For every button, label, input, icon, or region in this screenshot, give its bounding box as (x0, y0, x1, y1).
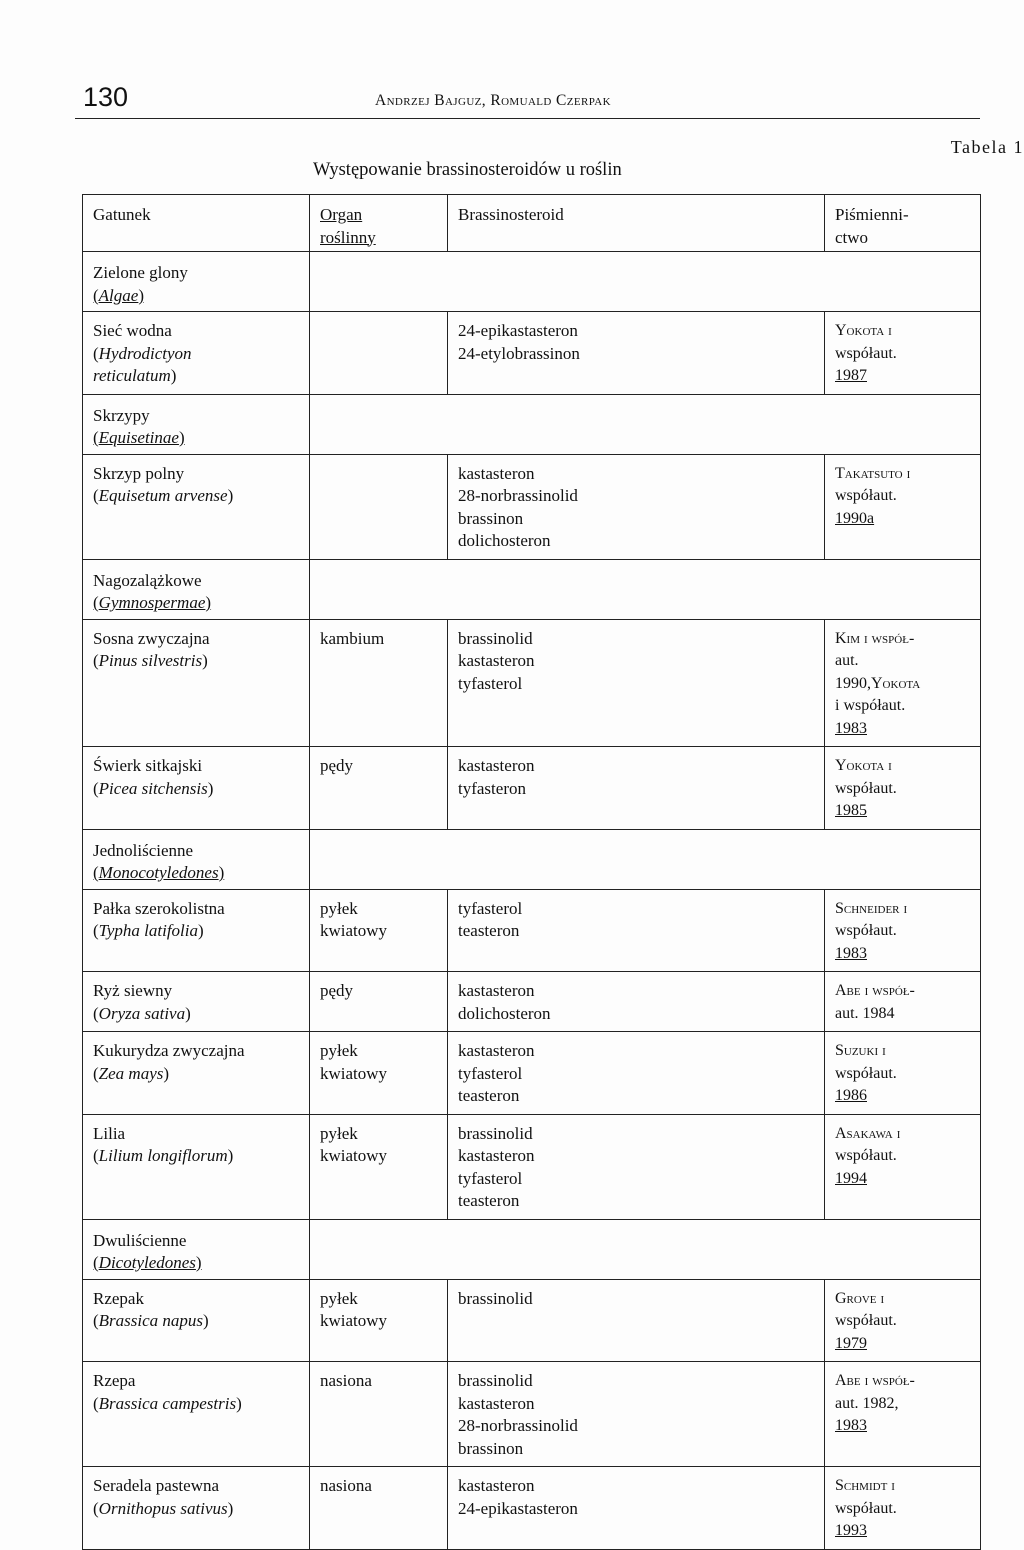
reference-line: i współaut. (835, 697, 906, 714)
species-name: Świerk sitkajski (93, 756, 203, 775)
group-empty-cell (310, 394, 981, 454)
compounds-cell (448, 747, 825, 830)
species-latin: Picea sitchensis (98, 778, 208, 798)
group-empty-cell (310, 1219, 981, 1279)
organ-cell (310, 1467, 448, 1550)
reference-line: Yokota i (835, 322, 892, 339)
reference-line: Abe i współ- (835, 982, 915, 999)
compound-name: 24-epikastasteron (458, 1498, 578, 1518)
table-row (83, 972, 981, 1032)
compound-name: kastasteron (458, 1041, 535, 1060)
group-name: Jednoliścienne (93, 840, 194, 860)
reference-line: 1985 (835, 802, 867, 819)
group-latin: (Gymnospermae) (93, 593, 212, 612)
table-row (83, 1279, 981, 1362)
compound-name: brassinon (458, 1438, 524, 1458)
group-name: Zielone glony (93, 263, 188, 282)
compound-name: brassinolid (458, 1371, 533, 1390)
species-cell: Ryż siewny (Oryza sativa) (83, 972, 310, 1032)
organ-line: nasiona (320, 1371, 372, 1390)
table-row (83, 619, 981, 747)
group-latin: (Dicotyledones) (93, 1253, 202, 1272)
reference-line: Schmidt i (835, 1477, 895, 1494)
table-body (83, 195, 981, 1550)
reference-cell (825, 1467, 981, 1550)
species-name: Ryż siewny (93, 981, 173, 1000)
reference-line: Yokota i (835, 757, 892, 774)
compound-name: kastasteron (458, 981, 535, 1000)
organ-cell (310, 1362, 448, 1467)
organ-cell (310, 972, 448, 1032)
species-latin: Hydrodictyon (98, 343, 192, 363)
table-row (83, 1032, 981, 1115)
reference-line: 1979 (835, 1334, 867, 1352)
species-latin: Lilium longiflorum (98, 1146, 228, 1165)
table-row (83, 312, 981, 395)
species-name: Sieć wodna (93, 321, 172, 340)
organ-line: pędy (320, 756, 354, 775)
reference-line: Kim i współ- (835, 629, 915, 647)
reference-line: współaut. (835, 1064, 897, 1082)
group-cell (83, 252, 310, 312)
species-cell: Świerk sitkajski (Picea sitchensis) (83, 747, 310, 830)
species-cell: Kukurydza zwyczajna (Zea mays) (83, 1032, 310, 1115)
compounds-cell (448, 889, 825, 972)
species-latin: Ornithopus sativus (98, 1498, 228, 1518)
header-species-label: Gatunek (93, 205, 151, 224)
compound-name: kastasteron (458, 463, 535, 483)
reference-cell (825, 454, 981, 559)
group-cell (83, 559, 310, 619)
reference-line: współaut. (835, 1499, 897, 1517)
reference-line: współaut. (835, 1312, 897, 1329)
species-cell: Pałka szerokolistna (Typha latifolia) (83, 889, 310, 972)
compound-name: dolichosteron (458, 531, 551, 550)
table-row (83, 889, 981, 972)
header-species (83, 195, 310, 252)
organ-line: pyłek (320, 1123, 358, 1143)
reference-line: Schneider i (835, 899, 908, 917)
organ-cell (310, 454, 448, 559)
reference-cell (825, 1114, 981, 1219)
compound-name: brassinolid (458, 1123, 533, 1143)
species-name: Rzepak (93, 1288, 144, 1308)
compound-name: kastasteron (458, 1393, 535, 1413)
compound-name: teasteron (458, 921, 520, 940)
group-latin-name: Monocotyledones (98, 863, 219, 882)
species-latin: Zea mays (98, 1063, 164, 1083)
organ-line: pędy (320, 981, 354, 1000)
compounds-cell (448, 1279, 825, 1362)
table-row (83, 454, 981, 559)
compound-name: kastasteron (458, 1146, 535, 1165)
compounds-cell (448, 1362, 825, 1467)
table-row (83, 747, 981, 830)
compound-name: brassinolid (458, 1288, 533, 1308)
table-title: Występowanie brassinosteroidów u roślin (313, 160, 622, 180)
reference-line: 1983 (835, 719, 867, 737)
reference-cell (825, 312, 981, 395)
reference-cell (825, 1279, 981, 1362)
table-row (83, 1467, 981, 1550)
group-latin: (Monocotyledones) (93, 863, 225, 882)
compound-name: brassinolid (458, 628, 533, 648)
species-name: Lilia (93, 1123, 126, 1143)
species-name: Sosna zwyczajna (93, 628, 210, 648)
compound-name: kastasteron (458, 651, 535, 670)
organ-cell (310, 312, 448, 395)
compound-name: tyfasterol (458, 673, 523, 693)
group-latin-name: Gymnospermae (98, 593, 206, 612)
species-name: Kukurydza zwyczajna (93, 1041, 245, 1060)
reference-line: 1987 (835, 367, 867, 384)
compound-name: kastasteron (458, 1476, 535, 1495)
species-cell: Seradela pastewna (Ornithopus sativus) (83, 1467, 310, 1550)
header-organ-line: roślinny (320, 227, 376, 247)
table-label: Tabela 1 (950, 137, 1024, 157)
group-empty-cell (310, 252, 981, 312)
compound-name: teasteron (458, 1191, 520, 1210)
group-cell (83, 1219, 310, 1279)
reference-line: 1986 (835, 1087, 867, 1104)
compound-name: tyfasterol (458, 1168, 523, 1188)
header-reference (825, 195, 981, 252)
header-compound (448, 195, 825, 252)
group-row (83, 394, 981, 454)
group-name: Skrzypy (93, 405, 150, 425)
organ-line: kwiatowy (320, 921, 388, 940)
species-name: Skrzyp polny (93, 463, 185, 483)
header-row (83, 195, 981, 252)
species-cell: Lilia (Lilium longiflorum) (83, 1114, 310, 1219)
header-organ-label (320, 205, 376, 247)
organ-cell (310, 619, 448, 747)
species-latin: Typha latifolia (98, 921, 198, 940)
reference-line: 1990,Yokota (835, 674, 921, 692)
brassinosteroid-table (82, 194, 981, 1550)
organ-line: kwiatowy (320, 1311, 388, 1330)
compound-name: 28-norbrassinolid (458, 1416, 578, 1435)
organ-line: nasiona (320, 1476, 372, 1495)
compounds-cell (448, 1032, 825, 1115)
group-empty-cell (310, 559, 981, 619)
header-reference-line: Piśmienni- (835, 205, 909, 224)
header-reference-line: ctwo (835, 227, 869, 247)
group-latin-name: Dicotyledones (98, 1253, 196, 1272)
species-latin: reticulatum (93, 366, 171, 385)
group-name: Nagozalążkowe (93, 570, 202, 590)
reference-line: 1990a (835, 509, 875, 527)
compound-name: kastasteron (458, 756, 535, 775)
species-cell: Rzepa (Brassica campestris) (83, 1362, 310, 1467)
reference-line: współaut. (835, 487, 897, 504)
group-latin: (Equisetinae) (93, 428, 185, 447)
reference-cell (825, 1362, 981, 1467)
reference-line: aut. 1982, (835, 1394, 899, 1412)
group-row (83, 1219, 981, 1279)
table-row (83, 1362, 981, 1467)
species-cell: Skrzyp polny (Equisetum arvense) (83, 454, 310, 559)
organ-line: pyłek (320, 1041, 358, 1060)
species-name: Rzepa (93, 1371, 136, 1390)
compounds-cell (448, 972, 825, 1032)
organ-line: kwiatowy (320, 1146, 388, 1165)
table-row (83, 1114, 981, 1219)
compound-name: brassinon (458, 508, 524, 528)
reference-line: aut. (835, 652, 859, 669)
compound-name: teasteron (458, 1086, 520, 1105)
running-head (75, 82, 980, 119)
species-cell: Sieć wodna (Hydrodictyon reticulatum) (83, 312, 310, 395)
compound-name: tyfasteron (458, 778, 526, 798)
reference-line: współaut. (835, 922, 897, 939)
group-name: Dwuliścienne (93, 1230, 187, 1250)
compounds-cell (448, 1114, 825, 1219)
reference-line: aut. 1984 (835, 1004, 895, 1022)
compound-name: 24-etylobrassinon (458, 343, 580, 363)
reference-line: 1993 (835, 1522, 867, 1539)
species-latin: Oryza sativa (98, 1003, 186, 1023)
reference-line: 1983 (835, 1417, 867, 1434)
reference-line: Abe i współ- (835, 1372, 915, 1389)
compound-name: tyfasterol (458, 1063, 523, 1083)
organ-cell (310, 747, 448, 830)
compounds-cell (448, 1467, 825, 1550)
species-latin: Pinus silvestris (98, 651, 203, 670)
reference-cell (825, 747, 981, 830)
organ-cell (310, 889, 448, 972)
reference-line: współaut. (835, 779, 897, 797)
reference-cell (825, 889, 981, 972)
species-name: Seradela pastewna (93, 1476, 220, 1495)
page-number: 130 (83, 82, 129, 112)
organ-cell (310, 1114, 448, 1219)
compound-name: dolichosteron (458, 1003, 551, 1023)
organ-line: kambium (320, 628, 385, 648)
reference-line: 1983 (835, 944, 867, 962)
compounds-cell (448, 454, 825, 559)
reference-cell (825, 1032, 981, 1115)
compound-name: 24-epikastasteron (458, 321, 578, 340)
reference-line: Asakawa i (835, 1124, 901, 1142)
group-latin-name: Equisetinae (98, 428, 179, 447)
group-empty-cell (310, 829, 981, 889)
group-latin-name: Algae (98, 285, 139, 305)
group-row (83, 559, 981, 619)
organ-line: pyłek (320, 898, 358, 918)
reference-cell (825, 619, 981, 747)
species-cell: Sosna zwyczajna (Pinus silvestris) (83, 619, 310, 747)
species-latin: Brassica campestris (98, 1393, 237, 1413)
reference-line: współaut. (835, 1147, 897, 1164)
reference-line: współaut. (835, 344, 897, 362)
reference-line: Takatsuto i (835, 464, 911, 482)
group-row (83, 829, 981, 889)
compounds-cell (448, 312, 825, 395)
species-latin: Brassica napus (98, 1311, 204, 1330)
species-latin: Equisetum arvense (98, 486, 228, 505)
compound-name: 28-norbrassinolid (458, 486, 578, 505)
header-compound-label: Brassinosteroid (458, 205, 564, 224)
group-latin: (Algae) (93, 285, 144, 305)
header-organ-line: Organ (320, 205, 363, 224)
compounds-cell (448, 619, 825, 747)
species-name: Pałka szerokolistna (93, 898, 225, 918)
organ-cell (310, 1279, 448, 1362)
reference-cell (825, 972, 981, 1032)
compound-name: tyfasterol (458, 898, 523, 918)
organ-line: pyłek (320, 1288, 358, 1308)
reference-line: 1994 (835, 1169, 867, 1187)
group-cell (83, 394, 310, 454)
header-organ (310, 195, 448, 252)
species-cell: Rzepak (Brassica napus) (83, 1279, 310, 1362)
group-row (83, 252, 981, 312)
organ-line: kwiatowy (320, 1063, 388, 1083)
organ-cell (310, 1032, 448, 1115)
reference-line: Suzuki i (835, 1042, 886, 1059)
group-cell (83, 829, 310, 889)
running-head-authors: Andrzej Bajguz, Romuald Czerpak (375, 92, 611, 109)
reference-line: Grove i (835, 1289, 885, 1307)
